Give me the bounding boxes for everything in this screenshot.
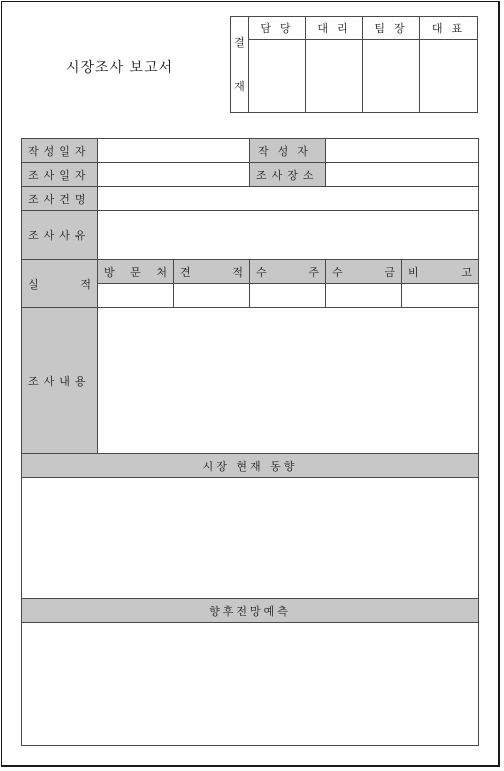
survey-date-label: 조사일자 (22, 163, 98, 187)
author-field[interactable] (326, 139, 479, 163)
results-col-char: 방 (104, 265, 115, 279)
results-col-char: 비 (408, 265, 419, 279)
results-col-char: 처 (156, 265, 167, 279)
results-visit-field[interactable] (98, 284, 174, 308)
results-col-collection (326, 260, 402, 284)
results-col-char: 수 (256, 265, 267, 279)
approval-sign-ceo[interactable] (420, 40, 478, 113)
approval-label-char: 결 (234, 35, 245, 49)
results-order-field[interactable] (250, 284, 326, 308)
survey-place-field[interactable] (326, 163, 479, 187)
market-trend-header: 시장 현재 동향 (22, 454, 479, 478)
survey-date-field[interactable] (98, 163, 250, 187)
results-col-char: 주 (308, 265, 319, 279)
approval-label-char: 재 (234, 79, 245, 93)
results-col-quote (174, 260, 250, 284)
survey-content-label: 조사내용 (22, 308, 98, 454)
forecast-header: 향후전망예측 (22, 599, 479, 623)
author-label: 작성자 (250, 139, 326, 163)
forecast-field[interactable] (22, 623, 479, 746)
document-title: 시장조사 보고서 (66, 60, 174, 76)
results-label-char: 적 (80, 277, 91, 291)
author-date-label: 작성일자 (22, 139, 98, 163)
results-col-char: 금 (384, 265, 395, 279)
results-col-char: 문 (130, 265, 141, 279)
survey-reason-label: 조사사유 (22, 211, 98, 260)
report-form (21, 138, 479, 746)
approval-sign-staff[interactable] (249, 40, 306, 113)
results-col-remarks (402, 260, 479, 284)
survey-subject-field[interactable] (98, 187, 479, 211)
survey-subject-label: 조사건명 (22, 187, 98, 211)
results-col-char: 고 (461, 265, 472, 279)
author-date-field[interactable] (98, 139, 250, 163)
survey-reason-field[interactable] (98, 211, 479, 260)
survey-content-field[interactable] (98, 308, 479, 454)
results-col-visit (98, 260, 174, 284)
survey-place-label: 조사장소 (250, 163, 326, 187)
results-quote-field[interactable] (174, 284, 250, 308)
results-collection-field[interactable] (326, 284, 402, 308)
approval-col-ceo: 대표 (420, 17, 478, 40)
approval-label (231, 17, 249, 113)
approval-sign-team-lead[interactable] (363, 40, 420, 113)
approval-sign-assistant-manager[interactable] (306, 40, 363, 113)
results-col-char: 견 (180, 265, 191, 279)
results-col-char: 적 (232, 265, 243, 279)
results-label-char: 실 (28, 277, 39, 291)
approval-col-assistant-manager: 대리 (306, 17, 363, 40)
results-remarks-field[interactable] (402, 284, 479, 308)
approval-col-team-lead: 팀장 (363, 17, 420, 40)
approval-col-staff: 담당 (249, 17, 306, 40)
results-col-char: 수 (332, 265, 343, 279)
results-col-order (250, 260, 326, 284)
results-label (22, 260, 98, 308)
approval-box (230, 16, 478, 113)
market-trend-field[interactable] (22, 478, 479, 599)
